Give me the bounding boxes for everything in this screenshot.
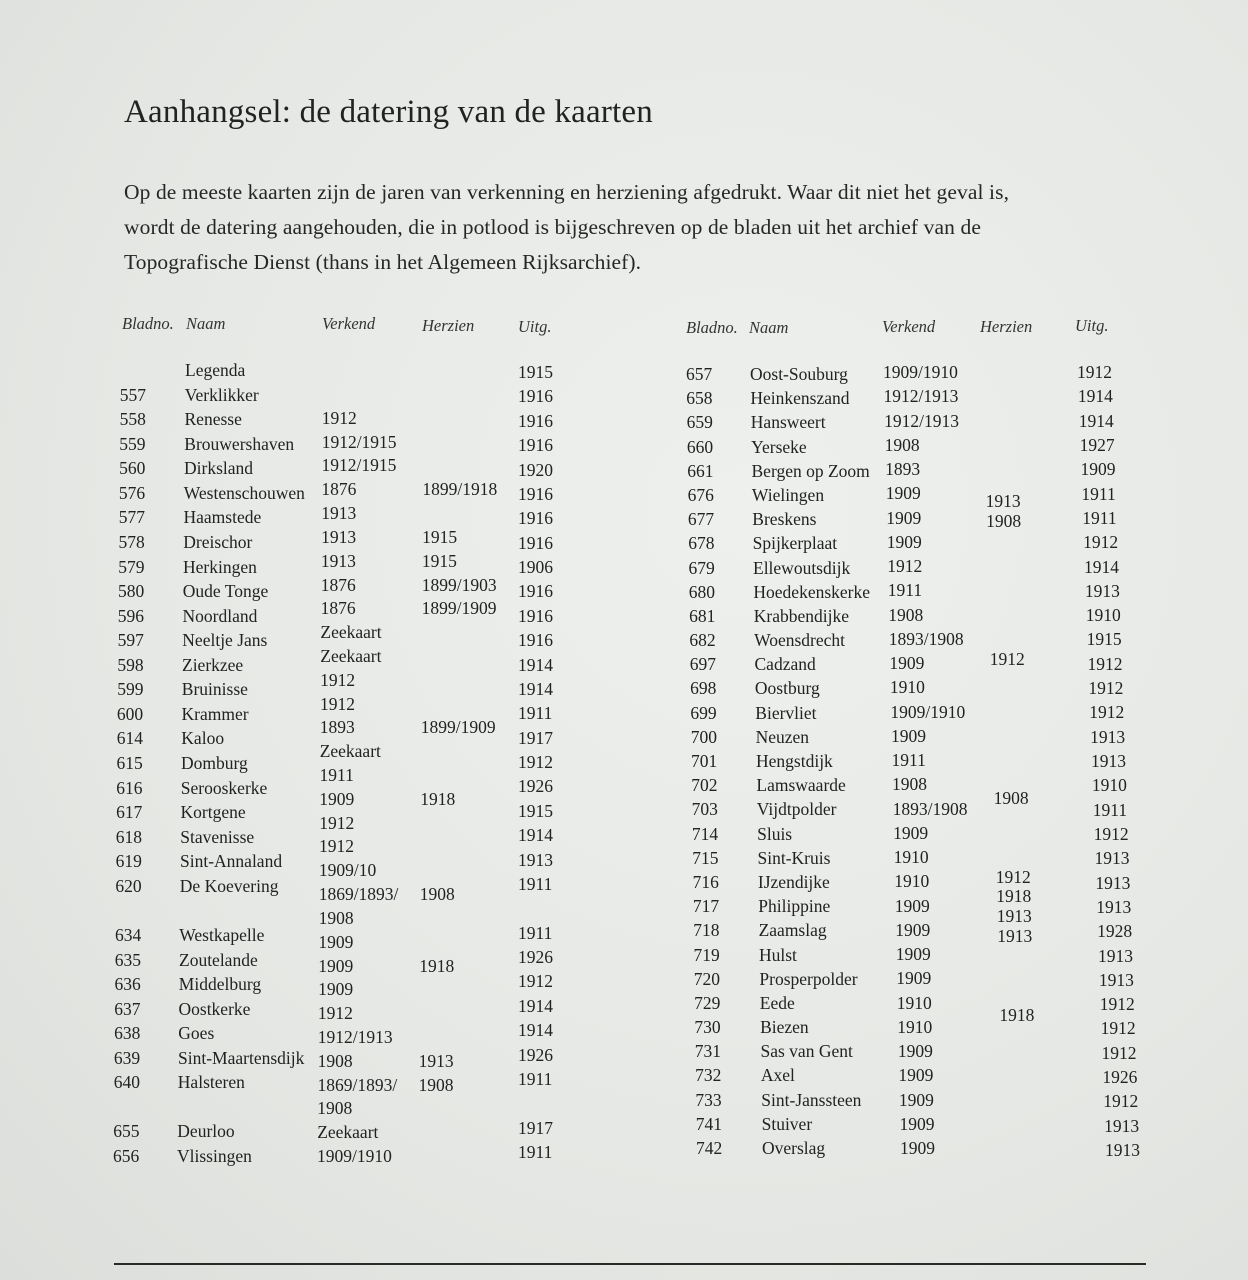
left-cell-naam: Goes [178, 1023, 215, 1044]
left-cell-verkend: 1912 [320, 669, 356, 690]
right-cell-bladno: 678 [688, 533, 715, 554]
left-cell-naam: Brouwershaven [184, 433, 295, 454]
right-cell-uitg: 1913 [1104, 1115, 1140, 1136]
right-cell-herzien: 1913 [996, 906, 1032, 926]
left-cell-naam: Herkingen [183, 556, 257, 577]
right-cell-bladno: 677 [687, 509, 715, 530]
right-cell-verkend: 1909/1910 [883, 362, 958, 382]
left-cell-uitg: 1911 [518, 922, 553, 943]
left-cell-uitg: 1914 [518, 678, 553, 699]
left-cell-verkend: 1909/1910 [317, 1146, 392, 1166]
right-cell-naam: Hengstdijk [756, 751, 833, 771]
right-cell-verkend: 1893 [885, 459, 921, 479]
right-cell-uitg: 1926 [1102, 1067, 1138, 1088]
left-cell-naam: Kaloo [181, 728, 225, 749]
left-cell-bladno: 640 [113, 1072, 140, 1093]
right-cell-naam: Sint-Janssteen [761, 1089, 862, 1110]
right-cell-uitg: 1912 [1093, 823, 1129, 844]
right-cell-bladno: 718 [693, 920, 720, 941]
right-cell-bladno: 742 [696, 1138, 723, 1158]
right-cell-naam: Krabbendijke [753, 605, 850, 626]
left-cell-naam: Dirksland [184, 458, 254, 479]
right-cell-naam: Biervliet [755, 702, 817, 723]
left-header-herzien: Herzien [422, 316, 475, 335]
right-cell-naam: Philippine [758, 896, 831, 917]
right-cell-bladno: 680 [688, 581, 716, 602]
bottom-rule [114, 1263, 1146, 1265]
left-cell-uitg: 1915 [518, 800, 553, 821]
left-cell-naam: Neeltje Jans [182, 630, 268, 651]
left-cell-uitg: 1916 [518, 435, 553, 456]
right-cell-herzien: 1912 [995, 866, 1031, 887]
left-cell-bladno: 616 [116, 777, 143, 798]
left-cell-bladno: 580 [118, 581, 145, 602]
left-cell-bladno: 656 [113, 1146, 140, 1166]
right-cell-uitg: 1912 [1087, 653, 1123, 674]
right-cell-herzien: 1908 [986, 511, 1022, 531]
right-cell-naam: Eede [759, 992, 795, 1013]
right-cell-naam: Lamswaarde [756, 775, 846, 796]
left-cell-naam: Stavenisse [180, 826, 255, 847]
right-cell-naam: IJzendijke [757, 871, 830, 892]
left-cell-verkend: 1909 [318, 931, 354, 952]
left-cell-uitg: 1911 [518, 873, 553, 894]
right-header-naam: Naam [749, 318, 789, 337]
right-cell-uitg: 1910 [1085, 605, 1121, 626]
left-cell-uitg: 1916 [518, 410, 553, 431]
right-cell-verkend: 1912/1913 [883, 386, 959, 407]
left-cell-uitg: 1926 [518, 776, 553, 797]
left-cell-bladno: 639 [113, 1047, 141, 1068]
left-cell-bladno: 636 [114, 974, 141, 995]
left-header-uitg: Uitg. [518, 317, 552, 336]
left-cell-uitg: 1916 [518, 483, 553, 504]
left-cell-bladno: 576 [118, 482, 146, 503]
left-cell-uitg: 1917 [518, 727, 553, 748]
right-cell-bladno: 702 [691, 775, 718, 796]
left-cell-bladno: 599 [117, 679, 144, 700]
left-cell-naam: De Koevering [179, 875, 279, 896]
right-cell-uitg: 1913 [1095, 872, 1131, 893]
right-cell-naam: Biezen [760, 1017, 809, 1038]
left-cell-verkend: 1912 [321, 407, 357, 428]
left-cell-verkend: Zeekaart [320, 622, 382, 643]
right-cell-naam: Vijdtpolder [756, 799, 837, 820]
left-cell-verkend: 1876 [321, 479, 357, 500]
right-cell-bladno: 720 [693, 968, 721, 989]
right-cell-herzien: 1908 [993, 787, 1029, 808]
right-cell-verkend: 1910 [893, 847, 929, 867]
right-cell-uitg: 1912 [1103, 1091, 1139, 1112]
left-cell-bladno: 600 [116, 703, 144, 724]
left-cell-naam: Bruinisse [181, 679, 248, 700]
left-cell-verkend: 1876 [320, 598, 356, 619]
right-cell-naam: Oost-Souburg [750, 364, 848, 384]
left-cell-bladno: 634 [115, 924, 142, 945]
left-cell-naam: Serooskerke [180, 777, 268, 798]
left-cell-verkend: 1876 [320, 574, 356, 595]
left-cell-verkend: 1909 [319, 788, 355, 809]
left-cell-herzien: 1908 [418, 1074, 454, 1095]
right-cell-herzien: 1918 [999, 1004, 1035, 1025]
right-cell-verkend: 1910 [896, 992, 932, 1013]
right-cell-verkend: 1908 [892, 774, 927, 795]
left-cell-uitg: 1916 [518, 532, 553, 553]
page-title: Aanhangsel: de datering van de kaarten [124, 94, 653, 130]
left-cell-naam: Westenschouwen [183, 482, 305, 503]
right-cell-verkend: 1893/1908 [892, 798, 968, 819]
right-cell-bladno: 733 [695, 1089, 722, 1110]
left-cell-naam: Renesse [184, 409, 242, 430]
right-cell-bladno: 661 [687, 460, 714, 481]
left-cell-uitg: 1914 [518, 825, 553, 846]
right-cell-verkend: 1910 [889, 677, 925, 698]
left-cell-uitg: 1926 [518, 1044, 553, 1065]
right-cell-uitg: 1913 [1096, 896, 1132, 917]
right-cell-naam: Breskens [752, 509, 817, 530]
right-cell-bladno: 731 [694, 1041, 722, 1062]
right-cell-bladno: 729 [694, 992, 721, 1013]
left-cell-verkend: 1912/1915 [321, 431, 397, 452]
left-cell-herzien: 1915 [421, 550, 457, 571]
right-cell-bladno: 698 [690, 678, 717, 699]
left-cell-naam: Halsteren [177, 1072, 245, 1093]
right-cell-bladno: 658 [686, 388, 713, 409]
intro-paragraph [124, 175, 1084, 280]
right-cell-herzien: 1918 [996, 886, 1032, 907]
left-cell-uitg: 1911 [518, 703, 553, 724]
left-cell-uitg: 1916 [518, 386, 553, 407]
left-cell-herzien: 1899/1909 [420, 717, 496, 738]
right-cell-uitg: 1913 [1091, 751, 1126, 771]
right-cell-naam: Bergen op Zoom [751, 460, 870, 481]
right-cell-uitg: 1912 [1083, 532, 1119, 553]
left-cell-uitg: 1912 [518, 752, 553, 772]
left-cell-naam: Westkapelle [179, 924, 265, 945]
right-cell-bladno: 681 [689, 605, 716, 626]
left-cell-verkend: 1869/1893/ [318, 884, 399, 905]
left-cell-verkend: 1909 [318, 955, 354, 976]
right-cell-uitg: 1912 [1100, 1018, 1136, 1039]
left-cell-uitg: 1906 [518, 557, 553, 577]
right-cell-bladno: 682 [689, 630, 716, 651]
right-cell-bladno: 659 [686, 412, 713, 433]
left-cell-verkend: 1893 [319, 717, 355, 738]
left-cell-naam: Zoutelande [179, 949, 258, 970]
left-cell-uitg: 1911 [518, 1068, 553, 1089]
right-cell-uitg: 1913 [1098, 945, 1133, 966]
right-cell-verkend: 1909 [893, 822, 929, 843]
right-cell-uitg: 1915 [1086, 629, 1122, 650]
left-cell-uitg: 1915 [518, 362, 553, 382]
left-cell-uitg: 1912 [518, 971, 553, 992]
right-header-bladno: Bladno. [686, 318, 738, 337]
left-cell-bladno: 578 [118, 531, 145, 552]
left-cell-naam: Deurloo [177, 1121, 235, 1142]
left-cell-herzien: 1899/1918 [422, 479, 498, 500]
left-cell-bladno: 617 [116, 802, 143, 823]
left-cell-herzien: 1899/1903 [421, 574, 497, 595]
left-cell-bladno: 598 [117, 654, 144, 675]
right-cell-verkend: 1909 [886, 507, 922, 528]
left-cell-naam: Dreischor [183, 531, 253, 552]
right-cell-uitg: 1914 [1084, 556, 1119, 577]
left-cell-uitg: 1926 [518, 947, 553, 967]
right-cell-uitg: 1914 [1077, 386, 1113, 407]
left-cell-uitg: 1920 [518, 459, 553, 480]
left-cell-naam: Domburg [181, 753, 248, 773]
left-cell-bladno: 614 [116, 728, 143, 749]
left-cell-verkend: 1909 [318, 979, 354, 1000]
left-cell-bladno: 577 [118, 507, 145, 528]
left-cell-naam: Krammer [181, 703, 249, 724]
right-cell-bladno: 679 [688, 557, 715, 578]
right-cell-herzien: 1912 [989, 649, 1025, 670]
right-cell-verkend: 1910 [894, 871, 930, 892]
left-cell-verkend: 1908 [318, 907, 354, 928]
right-cell-naam: Woensdrecht [754, 630, 846, 651]
right-cell-uitg: 1913 [1094, 848, 1130, 869]
left-cell-verkend: 1912 [319, 836, 354, 857]
right-cell-uitg: 1913 [1084, 580, 1120, 601]
left-cell-naam: Noordland [182, 605, 258, 626]
right-header-herzien: Herzien [980, 317, 1033, 336]
right-cell-uitg: 1912 [1088, 678, 1124, 699]
left-cell-verkend: 1913 [320, 550, 356, 571]
right-cell-verkend: 1909 [897, 1041, 933, 1061]
right-cell-uitg: 1928 [1097, 921, 1133, 942]
right-cell-naam: Oostburg [754, 678, 820, 699]
intro-line: wordt de datering aangehouden, die in potlood is bijgeschreven op de bladen uit het archief van de [124, 215, 981, 239]
left-cell-uitg: 1917 [518, 1117, 553, 1138]
intro-line: Op de meeste kaarten zijn de jaren van verkenning en herziening afgedrukt. Waar dit niet het geval is, [124, 180, 1010, 204]
left-cell-bladno: 637 [114, 998, 141, 1019]
right-cell-herzien: 1913 [997, 925, 1033, 946]
left-cell-naam: Oostkerke [178, 998, 251, 1019]
right-cell-verkend: 1893/1908 [888, 628, 964, 649]
left-cell-verkend: 1911 [319, 765, 354, 785]
right-cell-naam: Prosperpolder [759, 968, 858, 989]
right-header-verkend: Verkend [882, 317, 936, 336]
right-cell-verkend: 1911 [891, 750, 926, 770]
left-cell-verkend: 1908 [317, 1098, 353, 1119]
left-cell-verkend: 1869/1893/ [317, 1074, 398, 1095]
right-cell-uitg: 1913 [1105, 1140, 1140, 1160]
right-cell-naam: Axel [760, 1065, 795, 1086]
left-cell-herzien: 1913 [418, 1050, 454, 1071]
right-cell-bladno: 741 [695, 1113, 722, 1134]
right-cell-bladno: 676 [687, 484, 714, 505]
left-cell-herzien: 1918 [419, 955, 455, 976]
left-cell-verkend: 1912 [319, 812, 355, 833]
right-cell-herzien: 1913 [985, 491, 1021, 512]
right-cell-bladno: 719 [693, 944, 720, 965]
right-cell-verkend: 1911 [887, 580, 923, 601]
right-cell-verkend: 1909 [895, 919, 931, 940]
left-cell-herzien: 1899/1909 [421, 598, 497, 619]
right-cell-naam: Hulst [759, 944, 797, 965]
left-cell-uitg: 1913 [518, 849, 553, 870]
right-cell-verkend: 1908 [888, 604, 924, 625]
left-cell-uitg: 1916 [518, 508, 553, 529]
right-cell-verkend: 1909 [899, 1113, 935, 1134]
left-cell-verkend: 1909/10 [318, 860, 377, 881]
right-cell-naam: Zaamslag [758, 920, 827, 941]
left-cell-uitg: 1914 [518, 1020, 553, 1041]
right-cell-uitg: 1913 [1098, 969, 1134, 990]
left-header-verkend: Verkend [322, 314, 376, 333]
right-cell-bladno: 657 [686, 364, 713, 384]
left-cell-uitg: 1916 [518, 630, 553, 651]
right-cell-bladno: 730 [694, 1017, 721, 1038]
left-cell-bladno: 638 [114, 1023, 141, 1044]
left-cell-bladno: 579 [118, 556, 145, 577]
left-cell-verkend: Zeekaart [320, 645, 382, 666]
right-cell-uitg: 1927 [1079, 434, 1115, 455]
left-cell-uitg: 1916 [518, 581, 553, 602]
right-cell-verkend: 1909 [885, 483, 921, 504]
right-cell-naam: Hansweert [750, 412, 826, 433]
left-cell-uitg: 1916 [518, 605, 553, 626]
right-cell-uitg: 1911 [1082, 507, 1117, 528]
left-cell-bladno: 558 [119, 409, 146, 430]
right-cell-naam: Stuiver [761, 1113, 813, 1134]
right-cell-uitg: 1913 [1090, 726, 1126, 747]
right-cell-naam: Overslag [762, 1138, 826, 1158]
left-cell-verkend: 1912 [317, 1003, 353, 1024]
right-cell-uitg: 1914 [1078, 410, 1114, 431]
right-cell-bladno: 660 [686, 436, 714, 457]
right-cell-bladno: 716 [692, 871, 719, 892]
right-cell-naam: Sas van Gent [760, 1041, 853, 1062]
left-cell-bladno: 655 [113, 1121, 140, 1142]
left-cell-naam: Sint-Annaland [180, 851, 283, 872]
right-cell-bladno: 700 [690, 726, 717, 747]
left-cell-naam: Vlissingen [177, 1146, 252, 1166]
right-cell-uitg: 1910 [1091, 775, 1127, 796]
left-cell-bladno: 615 [116, 753, 143, 773]
left-cell-bladno: 560 [119, 458, 146, 479]
left-cell-uitg: 1914 [518, 654, 553, 675]
right-cell-verkend: 1910 [897, 1016, 933, 1037]
right-cell-naam: Cadzand [754, 654, 816, 675]
right-cell-verkend: 1909 [898, 1089, 934, 1110]
left-cell-uitg: 1914 [518, 995, 553, 1016]
right-cell-verkend: 1909 [896, 968, 932, 989]
left-cell-verkend: Zeekaart [317, 1122, 379, 1143]
left-cell-naam: Middelburg [178, 974, 262, 995]
left-cell-naam: Haamstede [183, 507, 262, 528]
right-cell-verkend: 1912 [887, 556, 923, 576]
left-cell-naam: Zierkzee [182, 654, 244, 675]
left-cell-verkend: 1913 [321, 526, 357, 547]
right-cell-uitg: 1909 [1080, 459, 1116, 480]
left-cell-bladno: 597 [117, 630, 144, 651]
right-cell-verkend: 1909 [889, 653, 925, 673]
right-cell-naam: Neuzen [755, 726, 810, 747]
left-cell-verkend: 1913 [321, 503, 357, 524]
right-cell-bladno: 697 [689, 654, 717, 675]
left-cell-verkend: 1912/1915 [321, 455, 397, 476]
left-header-bladno: Bladno. [122, 314, 174, 333]
right-cell-uitg: 1912 [1101, 1042, 1137, 1063]
left-cell-bladno: 620 [115, 875, 142, 896]
right-cell-verkend: 1909 [894, 895, 930, 916]
right-cell-verkend: 1909 [895, 944, 931, 964]
left-cell-verkend: 1908 [317, 1050, 353, 1071]
left-cell-naam: Oude Tonge [182, 581, 269, 602]
right-cell-naam: Spijkerplaat [752, 533, 838, 554]
left-cell-verkend: 1912/1913 [317, 1026, 393, 1047]
right-cell-naam: Wielingen [751, 484, 825, 505]
right-cell-naam: Heinkenszand [750, 388, 850, 409]
left-cell-naam: Legenda [185, 360, 246, 380]
right-cell-verkend: 1909 [891, 725, 926, 746]
right-cell-verkend: 1912/1913 [884, 410, 959, 431]
left-cell-verkend: 1912 [320, 693, 355, 714]
right-cell-uitg: 1912 [1089, 702, 1125, 723]
right-cell-verkend: 1909/1910 [890, 701, 966, 722]
right-cell-verkend: 1909 [898, 1065, 934, 1086]
right-cell-uitg: 1911 [1081, 483, 1116, 504]
left-cell-bladno: 618 [115, 826, 143, 847]
right-header-uitg: Uitg. [1075, 316, 1109, 335]
right-cell-bladno: 703 [691, 799, 718, 820]
left-cell-naam: Verklikker [184, 384, 259, 405]
left-cell-bladno: 596 [117, 605, 145, 626]
right-cell-bladno: 715 [692, 847, 719, 868]
right-cell-uitg: 1912 [1099, 994, 1135, 1015]
right-cell-naam: Ellewoutsdijk [753, 557, 851, 578]
left-cell-bladno: 635 [114, 949, 142, 970]
right-cell-bladno: 701 [691, 751, 718, 771]
left-cell-uitg: 1911 [518, 1142, 553, 1162]
left-header-naam: Naam [186, 314, 226, 333]
left-cell-bladno: 557 [119, 384, 147, 405]
right-cell-naam: Hoedekenskerke [753, 581, 871, 602]
right-cell-verkend: 1909 [886, 531, 922, 552]
left-cell-bladno: 619 [115, 851, 142, 872]
right-cell-uitg: 1912 [1077, 362, 1112, 382]
right-cell-uitg: 1911 [1092, 799, 1128, 820]
left-cell-verkend: Zeekaart [319, 741, 381, 762]
right-cell-bladno: 699 [690, 702, 717, 723]
left-cell-naam: Kortgene [180, 802, 246, 823]
right-cell-bladno: 717 [692, 896, 720, 917]
right-cell-bladno: 714 [691, 823, 719, 844]
left-cell-herzien: 1918 [420, 788, 456, 809]
right-cell-verkend: 1908 [884, 434, 920, 455]
intro-line: Topografische Dienst (thans in het Algemeen Rijksarchief). [124, 250, 642, 274]
left-cell-bladno: 559 [119, 433, 146, 454]
right-cell-naam: Sint-Kruis [757, 847, 831, 868]
left-cell-herzien: 1908 [419, 884, 455, 905]
right-cell-bladno: 732 [695, 1065, 722, 1086]
right-cell-naam: Yerseke [751, 436, 807, 457]
right-cell-naam: Sluis [757, 823, 793, 844]
left-cell-naam: Sint-Maartensdijk [178, 1047, 305, 1068]
right-cell-verkend: 1909 [900, 1138, 935, 1158]
left-cell-herzien: 1915 [422, 526, 458, 547]
